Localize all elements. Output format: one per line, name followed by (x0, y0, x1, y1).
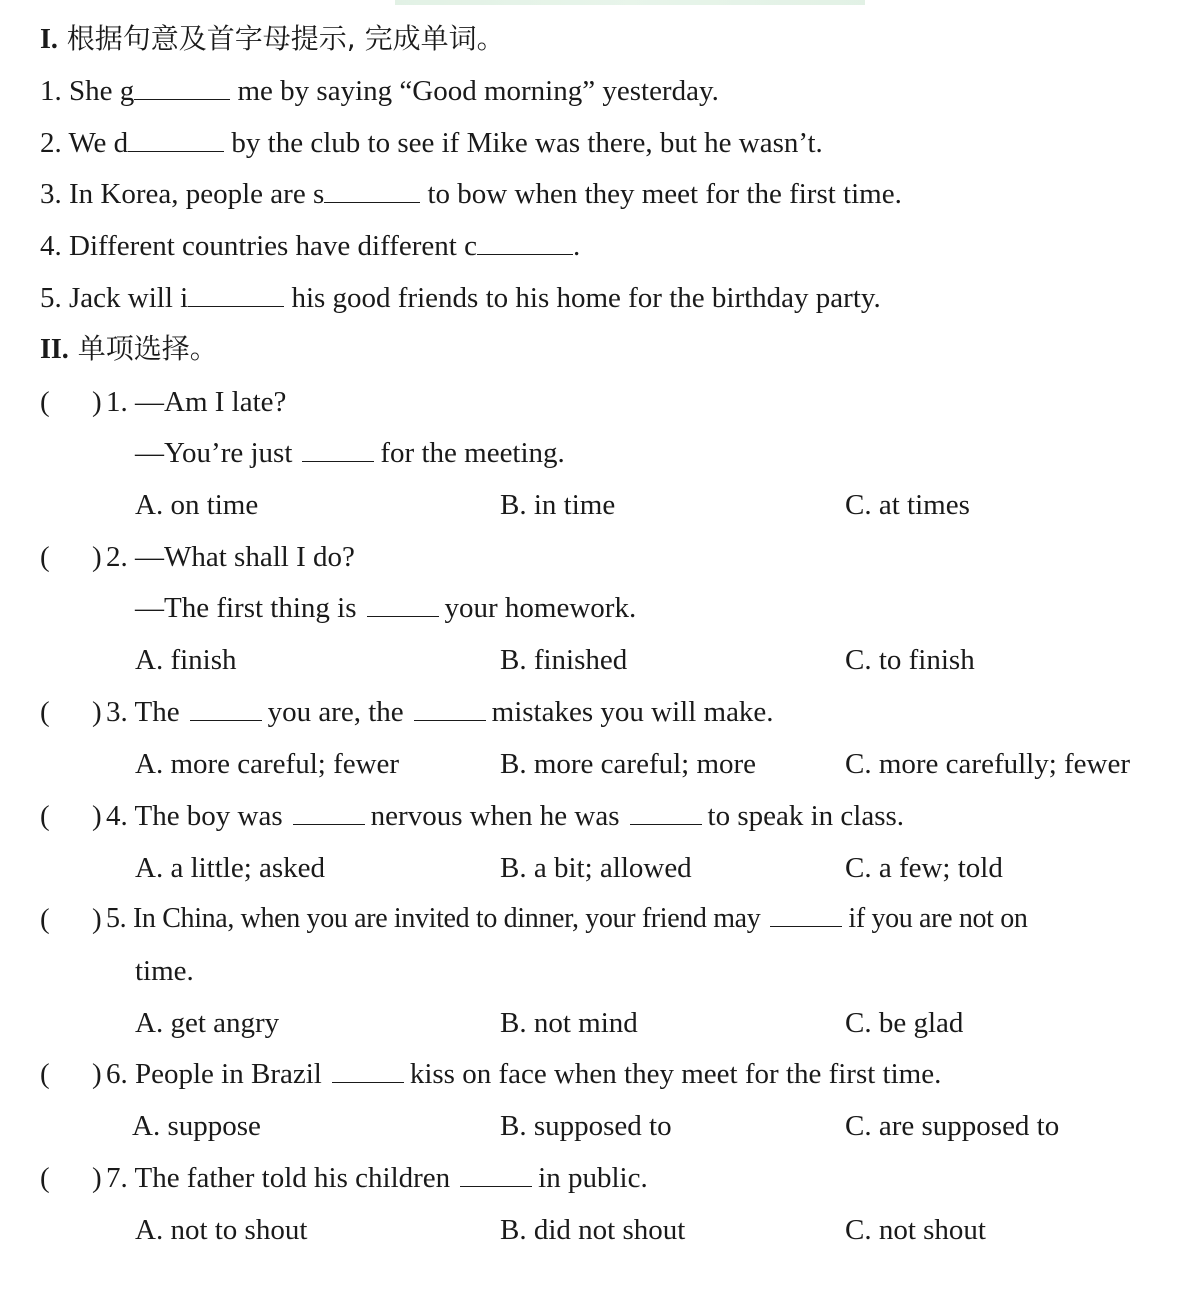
paren-open: ( (40, 1058, 50, 1090)
question-6-text (106, 1057, 941, 1091)
paren-close: ) (92, 386, 102, 418)
q1-option-a[interactable]: A. on time (135, 489, 259, 521)
question-3-mid: you are, the (267, 696, 404, 728)
question-7-post: in public. (538, 1162, 648, 1194)
question-5-pre: 5. In China, when you are invited to dinner, your friend may (106, 903, 761, 934)
question-1-reply (135, 436, 565, 470)
fill-item-1-post: me by saying “Good morning” yesterday. (230, 75, 719, 107)
fill-item-4-pre: 4. Different countries have different c (40, 230, 477, 262)
fill-item-2-pre: 2. We d (40, 127, 129, 159)
mc-blank-4b[interactable] (630, 800, 702, 825)
fill-item-3-pre: 3. In Korea, people are s (40, 178, 325, 210)
q6-option-c[interactable]: C. are supposed to (845, 1110, 1060, 1142)
section-1-heading (40, 22, 505, 57)
paren-close: ) (92, 541, 102, 573)
paren-open: ( (40, 696, 50, 728)
question-1-reply-post: for the meeting. (380, 437, 565, 469)
q7-option-c[interactable]: C. not shout (845, 1214, 986, 1246)
paren-close: ) (92, 800, 102, 832)
paren-close: ) (92, 903, 102, 935)
question-3-text (106, 695, 774, 729)
fill-item-3-post: to bow when they meet for the first time. (420, 178, 902, 210)
fill-item-5-pre: 5. Jack will i (40, 282, 189, 314)
question-5-continuation: time. (135, 955, 194, 987)
q6-option-a[interactable]: A. suppose (132, 1110, 261, 1142)
fill-item-1 (40, 74, 719, 108)
question-6-post: kiss on face when they meet for the first time. (409, 1058, 942, 1090)
q4-option-a[interactable]: A. a little; asked (135, 852, 326, 884)
q3-option-a[interactable]: A. more careful; fewer (135, 748, 400, 780)
question-4-pre: 4. The boy was (106, 800, 283, 832)
q6-option-b[interactable]: B. supposed to (500, 1110, 672, 1142)
top-decorative-strip (395, 0, 865, 5)
q5-option-b[interactable]: B. not mind (500, 1007, 638, 1039)
mc-blank-3a[interactable] (190, 696, 262, 721)
question-7-text (106, 1161, 648, 1195)
paren-open: ( (40, 1162, 50, 1194)
fill-item-3 (40, 177, 902, 211)
paren-open: ( (40, 903, 50, 935)
section-2-title: 单项选择。 (68, 332, 218, 365)
q7-option-b[interactable]: B. did not shout (500, 1214, 686, 1246)
paren-close: ) (92, 1162, 102, 1194)
mc-blank-3b[interactable] (414, 696, 486, 721)
section-1-title: 根据句意及首字母提示, 完成单词。 (57, 22, 505, 55)
mc-blank-6[interactable] (332, 1058, 404, 1083)
mc-blank-4a[interactable] (293, 800, 365, 825)
question-1-text: 1. —Am I late? (106, 386, 287, 418)
question-2-reply-post: your homework. (444, 592, 637, 624)
paren-open: ( (40, 800, 50, 832)
q3-option-b[interactable]: B. more careful; more (500, 748, 757, 780)
fill-item-2-post: by the club to see if Mike was there, but he wasn’t. (224, 127, 823, 159)
question-4-text (106, 799, 904, 833)
fill-item-1-pre: 1. She g (40, 75, 135, 107)
fill-blank-1[interactable] (134, 75, 230, 100)
question-3-post: mistakes you will make. (491, 696, 774, 728)
q4-option-b[interactable]: B. a bit; allowed (500, 852, 692, 884)
q5-option-a[interactable]: A. get angry (135, 1007, 280, 1039)
fill-blank-5[interactable] (188, 282, 284, 307)
question-6-pre: 6. People in Brazil (106, 1058, 322, 1090)
fill-item-4 (40, 229, 580, 263)
mc-blank-5[interactable] (770, 902, 842, 927)
question-5-post: if you are not on (848, 903, 1028, 934)
q2-option-c[interactable]: C. to finish (845, 644, 975, 676)
question-2-text: 2. —What shall I do? (106, 541, 355, 573)
q7-option-a[interactable]: A. not to shout (135, 1214, 308, 1246)
question-4-mid: nervous when he was (370, 800, 620, 832)
fill-blank-3[interactable] (324, 178, 420, 203)
question-7-pre: 7. The father told his children (106, 1162, 451, 1194)
fill-item-4-post: . (572, 230, 581, 262)
question-5-text (106, 902, 1028, 936)
paren-close: ) (92, 1058, 102, 1090)
fill-item-2 (40, 126, 823, 160)
fill-item-5-post: his good friends to his home for the birthday party. (284, 282, 881, 314)
q5-option-c[interactable]: C. be glad (845, 1007, 964, 1039)
q4-option-c[interactable]: C. a few; told (845, 852, 1003, 884)
q1-option-b[interactable]: B. in time (500, 489, 616, 521)
question-1-reply-pre: —You’re just (135, 437, 293, 469)
question-4-post: to speak in class. (707, 800, 905, 832)
q3-option-c[interactable]: C. more carefully; fewer (845, 748, 1131, 780)
q2-option-a[interactable]: A. finish (135, 644, 237, 676)
paren-close: ) (92, 696, 102, 728)
mc-blank-2[interactable] (367, 592, 439, 617)
fill-blank-2[interactable] (128, 127, 224, 152)
section-2-heading (40, 332, 218, 367)
mc-blank-7[interactable] (460, 1162, 532, 1187)
paren-open: ( (40, 386, 50, 418)
section-1-number: I. (40, 24, 58, 55)
mc-blank-1[interactable] (302, 437, 374, 462)
q2-option-b[interactable]: B. finished (500, 644, 628, 676)
section-2-number: II. (40, 334, 69, 365)
q1-option-c[interactable]: C. at times (845, 489, 970, 521)
question-2-reply (135, 591, 636, 625)
question-2-reply-pre: —The first thing is (135, 592, 357, 624)
paren-open: ( (40, 541, 50, 573)
fill-item-5 (40, 281, 881, 315)
fill-blank-4[interactable] (477, 230, 573, 255)
question-3-pre: 3. The (106, 696, 180, 728)
